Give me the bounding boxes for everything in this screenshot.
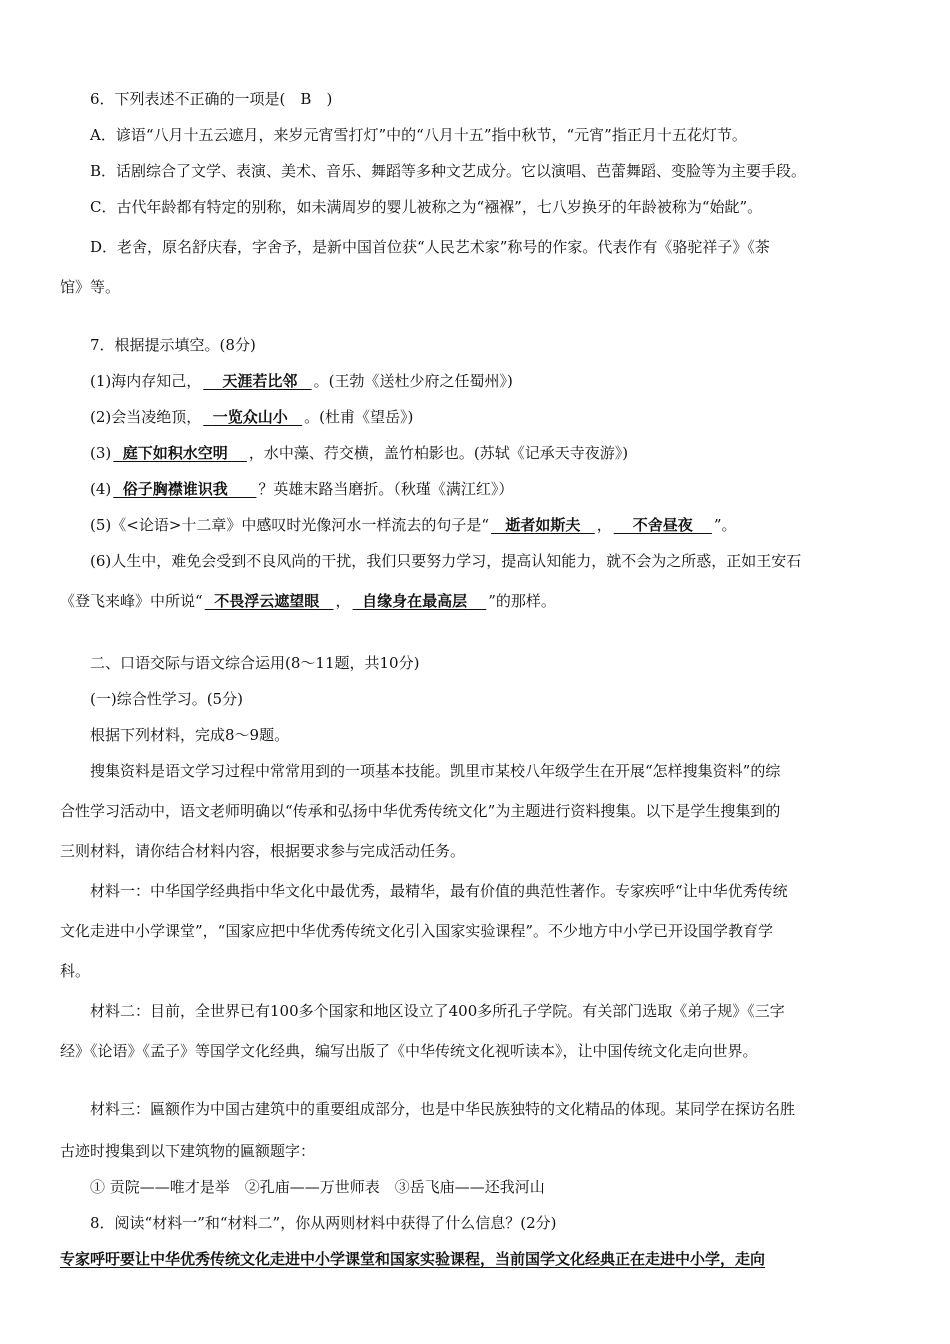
material-1-line-3: 科。: [60, 962, 91, 980]
q7-item-6-answer-1: 不畏浮云遮望眼: [214, 592, 320, 610]
q7-item-3-post: ，水中藻、荇交横，盖竹柏影也。(苏轼《记承天寺夜游》): [248, 444, 629, 462]
q7-item-1-pre: (1)海内存知己，: [90, 372, 202, 390]
q7-item-2-answer: 一览众山小: [212, 408, 288, 426]
q6-stem-pre: 6．下列表述不正确的一项是(: [90, 90, 301, 108]
section2-intro: 根据下列材料，完成8～9题。: [90, 726, 290, 744]
material-2-line-1: 材料二：目前，全世界已有100多个国家和地区设立了400多所孔子学院。有关部门选取《弟子规》《三字: [90, 1002, 785, 1020]
q7-item-4-post: ？英雄末路当磨折。（秋瑾《满江红》）: [258, 480, 514, 498]
q7-title: 7．根据提示填空。(8分): [90, 336, 256, 354]
q6-option-b: B．话剧综合了文学、表演、美术、音乐、舞蹈等多种文艺成分。它以演唱、芭蕾舞蹈、变脸等为主要手段。: [90, 162, 807, 180]
q8-answer: 专家呼吁要让中华优秀传统文化走进中小学课堂和国家实验课程，当前国学文化经典正在走进中小学，走向: [60, 1250, 766, 1268]
q7-item-4-pre: (4): [90, 480, 112, 498]
q7-item-5-sep: ，: [596, 516, 612, 534]
q7-item-2-blank: [201, 408, 304, 426]
passage-line-1: 搜集资料是语文学习过程中常常用到的一项基本技能。凯里市某校八年级学生在开展“怎样搜集资料”的综: [90, 762, 781, 780]
q7-item-5: [90, 514, 900, 536]
q7-item-1-answer: 天涯若比邻: [222, 372, 298, 390]
q7-item-6-line2: [60, 590, 900, 612]
passage-line-2: 合性学习活动中，语文老师明确以“传承和弘扬中华优秀传统文化”为主题进行资料搜集。以下是学生搜集到的: [60, 802, 781, 820]
q8-stem: 8．阅读“材料一”和“材料二”，你从两则材料中获得了什么信息？(2分): [90, 1214, 557, 1232]
q6-option-a: A．谚语“八月十五云遮月，来岁元宵雪打灯”中的“八月十五”指中秋节，“元宵”指正月十五花灯节。: [90, 126, 747, 144]
q7-item-6-blank-1: [203, 592, 336, 610]
q7-item-4: [90, 478, 900, 500]
q7-item-6-sep: ，: [335, 592, 351, 610]
q6-option-c: C．古代年龄都有特定的别称，如未满周岁的婴儿被称之为“襁褓”，七八岁换牙的年龄被称为“始龀”。: [90, 198, 763, 216]
q7-item-5-blank-2: [612, 516, 714, 534]
q7-item-5-answer-1: 逝者如斯夫: [505, 516, 581, 534]
q7-item-6-line1: (6)人生中，难免会受到不良风尚的干扰，我们只要努力学习，提高认知能力，就不会为之所惑，正如王安石: [90, 552, 802, 570]
q6-stem-post: ): [311, 90, 333, 108]
q7-item-2: [90, 406, 900, 428]
section2-subtitle: (一)综合性学习。(5分): [90, 690, 243, 708]
q7-item-3-pre: (3): [90, 444, 112, 462]
q7-item-6-blank-2: [351, 592, 489, 610]
q7-item-2-pre: (2)会当凌绝顶，: [90, 408, 202, 426]
q7-item-5-answer-2: 不舍昼夜: [632, 516, 693, 534]
section2-title: 二、口语交际与语文综合运用(8～11题，共10分): [90, 654, 420, 672]
q7-item-1: [90, 370, 900, 392]
q7-item-3-answer: 庭下如积水空明: [122, 444, 228, 462]
q7-item-6-answer-2: 自缘身在最高层: [362, 592, 468, 610]
q7-item-5-post: ”。: [713, 516, 737, 534]
q6-option-d-line2: 馆》等。: [60, 278, 121, 296]
material-1-line-1: 材料一：中华国学经典指中华文化中最优秀，最精华，最有价值的典范性著作。专家疾呼“让中华优秀传统: [90, 882, 788, 900]
q6-stem: [90, 88, 900, 110]
q7-item-6-pre: 《登飞来峰》中所说“: [60, 592, 203, 610]
q7-item-3-blank: [111, 444, 249, 462]
q7-item-4-answer: 俗子胸襟谁识我: [122, 480, 228, 498]
q7-item-5-pre: (5)《<论语>十二章》中感叹时光像河水一样流去的句子是“: [90, 516, 490, 534]
material-3-line-1: 材料三：匾额作为中国古建筑中的重要组成部分，也是中华民族独特的文化精品的体现。某同学在探访名胜: [90, 1100, 796, 1118]
passage-line-3: 三则材料，请你结合材料内容，根据要求参与完成活动任务。: [60, 842, 466, 860]
material-3-line-2: 古迹时搜集到以下建筑物的匾额题字：: [60, 1142, 316, 1160]
material-2-line-2: 经》《论语》《孟子》等国学文化经典，编写出版了《中华传统文化视听读本》，让中国传统文化走向世界。: [60, 1042, 758, 1060]
material-1-line-2: 文化走进中小学课堂”，“国家应把中华优秀传统文化引入国家实验课程”。不少地方中小学已开设国学教育学: [60, 922, 774, 940]
q6-answer: B: [300, 90, 312, 108]
q7-item-5-blank-1: [489, 516, 597, 534]
q7-item-1-post: 。(王勃《送杜少府之任蜀州》): [313, 372, 513, 390]
q6-option-d-line1: D．老舍，原名舒庆春，字舍予，是新中国首位获“人民艺术家”称号的作家。代表作有《骆驼祥子》《茶: [90, 238, 770, 256]
q7-item-6-post: ”的那样。: [488, 592, 556, 610]
q7-item-1-blank: [201, 372, 313, 390]
q7-item-2-post: 。(杜甫《望岳》): [304, 408, 414, 426]
q7-item-3: [90, 442, 900, 464]
material-3-line-3: ① 贡院——唯才是举 ②孔庙——万世师表 ③岳飞庙——还我河山: [90, 1178, 545, 1196]
q7-item-4-blank: [111, 480, 258, 498]
